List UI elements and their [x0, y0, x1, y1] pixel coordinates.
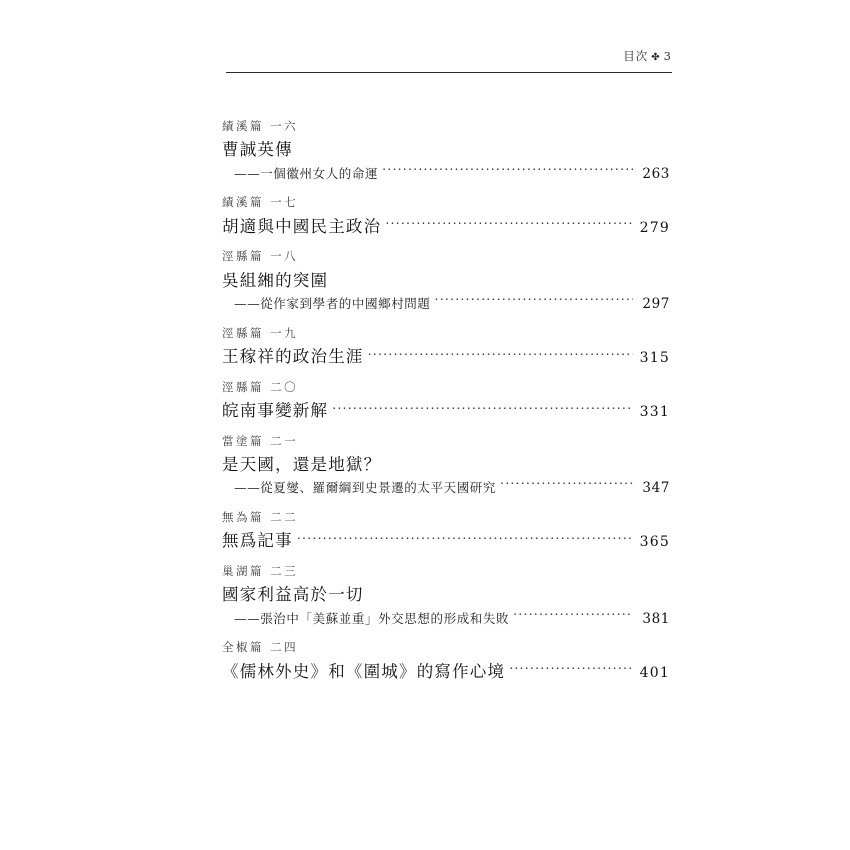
- toc-entry-title: 《儒林外史》和《圍城》的寫作心境: [222, 661, 506, 681]
- dot-leader: [385, 215, 633, 232]
- dot-leader: [332, 399, 633, 416]
- toc-entry-title: 王稼祥的政治生涯: [222, 347, 364, 366]
- toc-entry: [222, 248, 670, 315]
- toc-entry-subtitle-row[interactable]: [222, 609, 670, 631]
- running-header: [0, 48, 672, 64]
- toc-entry: [222, 325, 670, 370]
- header-rule: [226, 72, 672, 73]
- toc-entry-title: 是天國，還是地獄？: [222, 454, 382, 474]
- dot-leader: [435, 296, 633, 309]
- toc-entry-title: 皖南事變新解: [222, 400, 329, 420]
- toc-entry-subtitle-row[interactable]: [222, 478, 670, 500]
- toc-entry: [222, 563, 670, 630]
- toc-entry-page: 331: [639, 403, 670, 420]
- dot-leader: [368, 346, 633, 363]
- toc-entry: [222, 639, 670, 684]
- toc-entry-title-row[interactable]: [222, 582, 670, 608]
- table-of-contents: [222, 118, 670, 693]
- dot-leader: [509, 660, 633, 677]
- toc-entry-subtitle: ——從夏燮、羅爾綱到史景遷的太平天國研究: [234, 480, 497, 496]
- toc-entry-title-row[interactable]: [222, 214, 670, 240]
- toc-entry-title: 吳組緗的突圍: [222, 270, 329, 290]
- toc-entry-series: 巢湖篇 二三: [222, 563, 299, 578]
- toc-entry-page: 263: [642, 165, 670, 182]
- toc-entry: [222, 194, 670, 239]
- dot-leader: [500, 480, 633, 493]
- toc-entry: [222, 433, 670, 500]
- dot-leader: [513, 610, 633, 623]
- toc-entry-subtitle-row[interactable]: [222, 164, 670, 186]
- dot-leader: [382, 165, 633, 178]
- toc-entry-title-row[interactable]: [222, 344, 670, 370]
- toc-entry-subtitle-row[interactable]: [222, 294, 670, 316]
- toc-entry-series: 績溪篇 一六: [222, 119, 299, 133]
- toc-entry: [222, 379, 670, 424]
- toc-entry-page: 297: [642, 296, 670, 313]
- toc-entry-page: 365: [639, 534, 670, 551]
- toc-entry-page: 315: [639, 350, 670, 366]
- dot-leader: [297, 530, 633, 547]
- running-header-label: 目次: [623, 49, 649, 63]
- toc-entry-subtitle: ——從作家到學者的中國鄉村問題: [234, 296, 431, 312]
- toc-entry: [222, 118, 670, 185]
- toc-entry-subtitle: ——一個徽州女人的命運: [234, 165, 379, 181]
- toc-entry: [222, 509, 670, 554]
- toc-entry-title: 國家利益高於一切: [222, 585, 364, 605]
- toc-entry-title: 曹誠英傳: [222, 140, 293, 160]
- toc-entry-title-row[interactable]: [222, 528, 670, 554]
- toc-entry-title-row[interactable]: [222, 137, 670, 163]
- toc-entry-page: 401: [639, 664, 670, 681]
- toc-entry-series: 績溪篇 一七: [222, 195, 299, 210]
- toc-entry-title-row[interactable]: [222, 452, 670, 478]
- toc-entry-series: 涇縣篇 一九: [222, 325, 299, 340]
- toc-entry-series: 涇縣篇 一八: [222, 249, 299, 264]
- toc-entry-series: 無為篇 二二: [222, 510, 299, 525]
- toc-entry-title: 無爲記事: [222, 531, 293, 551]
- flower-ornament-icon: ✤: [651, 52, 661, 63]
- toc-entry-subtitle: ——張治中「美蘇並重」外交思想的形成和失敗: [234, 610, 510, 626]
- toc-entry-page: 381: [642, 610, 670, 627]
- toc-entry-title: 胡適與中國民主政治: [222, 216, 382, 236]
- toc-entry-series: 涇縣篇 二〇: [222, 379, 299, 394]
- running-header-page-number: 3: [663, 49, 672, 63]
- toc-entry-page: 347: [642, 480, 670, 497]
- toc-entry-title-row[interactable]: [222, 398, 670, 424]
- toc-entry-title-row[interactable]: [222, 659, 670, 685]
- toc-entry-title-row[interactable]: [222, 268, 670, 294]
- toc-entry-series: 當塗篇 二一: [222, 433, 299, 448]
- toc-entry-page: 279: [639, 219, 670, 236]
- toc-entry-series: 全椒篇 二四: [222, 640, 299, 655]
